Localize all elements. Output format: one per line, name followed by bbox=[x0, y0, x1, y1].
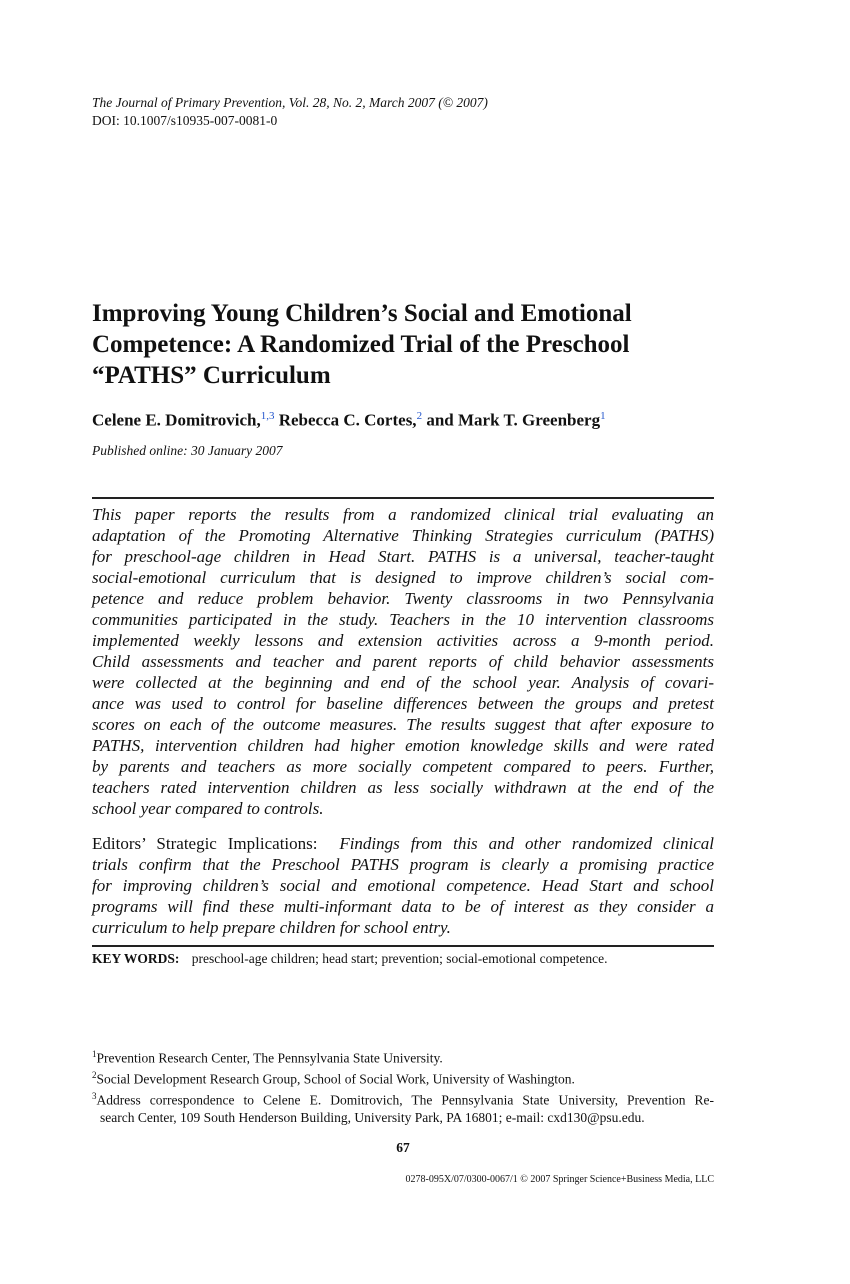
author-list bbox=[92, 410, 606, 431]
abstract-line: school year compared to controls. bbox=[92, 799, 324, 818]
footnote-text: Address correspondence to Celene E. Domitrovich, The Pennsylvania State University, Prevention Re- bbox=[96, 1092, 714, 1108]
editors-text: Findings from this and other randomized clinical bbox=[339, 834, 714, 853]
footnote bbox=[92, 1046, 714, 1067]
footnote-email-line[interactable]: search Center, 109 South Henderson Building, University Park, PA 16801; e-mail: cxd130@psu.edu. bbox=[100, 1110, 645, 1125]
editors-line: trials confirm that the Preschool PATHS program is clearly a promising practice bbox=[92, 855, 714, 874]
footnote-text: Social Development Research Group, School of Social Work, University of Washington. bbox=[96, 1071, 575, 1087]
author-affiliation-mark[interactable]: 1 bbox=[600, 410, 606, 422]
title-line: Improving Young Children’s Social and Emotional bbox=[92, 300, 632, 327]
footnotes bbox=[92, 1046, 714, 1127]
abstract-bottom-rule bbox=[92, 945, 714, 947]
footnote bbox=[92, 1067, 714, 1088]
footnote-number: 1 bbox=[92, 1049, 97, 1059]
abstract-line: ance was used to control for baseline differences between the groups and pretest bbox=[92, 694, 714, 713]
abstract bbox=[92, 504, 714, 819]
author-name: and Mark T. Greenberg bbox=[426, 410, 601, 430]
footnote bbox=[92, 1088, 714, 1109]
abstract-line: Child assessments and teacher and parent reports of child behavior assessments bbox=[92, 652, 714, 671]
author-name: Celene E. Domitrovich, bbox=[92, 410, 261, 430]
footnote-continuation bbox=[92, 1109, 714, 1127]
abstract-line: communities participated in the study. Teachers in the 10 intervention classrooms bbox=[92, 610, 714, 629]
abstract-line: petence and reduce problem behavior. Twenty classrooms in two Pennsylvania bbox=[92, 589, 714, 608]
abstract-line: scores on each of the outcome measures. The results suggest that after exposure to bbox=[92, 715, 714, 734]
author-affiliation-mark[interactable]: 1,3 bbox=[260, 410, 275, 422]
abstract-line: teachers rated intervention children as less socially withdrawn at the end of the bbox=[92, 778, 714, 797]
footnote-number: 2 bbox=[92, 1070, 97, 1080]
editors-line: for improving children’s social and emotional competence. Head Start and school bbox=[92, 876, 714, 895]
editors-line bbox=[92, 833, 714, 854]
author-affiliation-mark[interactable]: 2 bbox=[416, 410, 423, 422]
abstract-line: PATHS, intervention children had higher emotion knowledge skills and were rated bbox=[92, 736, 714, 755]
journal-citation: The Journal of Primary Prevention, Vol. 28, No. 2, March 2007 (© 2007) bbox=[92, 95, 488, 110]
title-line: Competence: A Randomized Trial of the Preschool bbox=[92, 331, 630, 358]
abstract-line: adaptation of the Promoting Alternative Thinking Strategies curriculum (PATHS) bbox=[92, 526, 714, 545]
page-number: 67 bbox=[396, 1140, 410, 1155]
editors-label: Editors’ Strategic Implications: bbox=[92, 834, 318, 853]
abstract-line: for preschool-age children in Head Start. PATHS is a universal, teacher-taught bbox=[92, 547, 714, 566]
editors-line: curriculum to help prepare children for school entry. bbox=[92, 918, 451, 937]
abstract-line: social-emotional curriculum that is designed to improve children’s social com- bbox=[92, 568, 714, 587]
editors-line: programs will find these multi-informant data to be of interest as they consider a bbox=[92, 897, 714, 916]
abstract-top-rule bbox=[92, 497, 714, 499]
abstract-line: by parents and teachers as more socially competent compared to peers. Further, bbox=[92, 757, 714, 776]
footnote-text: Prevention Research Center, The Pennsylvania State University. bbox=[96, 1050, 443, 1066]
editors-implications bbox=[92, 833, 714, 938]
abstract-line: were collected at the beginning and end of the school year. Analysis of covari- bbox=[92, 673, 714, 692]
journal-header bbox=[92, 94, 488, 130]
doi: DOI: 10.1007/s10935-007-0081-0 bbox=[92, 113, 278, 128]
keywords-text: preschool-age children; head start; prevention; social-emotional competence. bbox=[191, 951, 608, 966]
copyright-line: 0278-095X/07/0300-0067/1 © 2007 Springer Science+Business Media, LLC bbox=[405, 1174, 714, 1185]
paper-title bbox=[92, 298, 732, 391]
published-date: Published online: 30 January 2007 bbox=[92, 443, 283, 458]
author-name: Rebecca C. Cortes, bbox=[278, 410, 417, 430]
keywords bbox=[92, 951, 607, 967]
title-line: “PATHS” Curriculum bbox=[92, 362, 331, 389]
keywords-label: KEY WORDS: bbox=[92, 951, 180, 966]
abstract-line: implemented weekly lessons and extension activities across a 9-month period. bbox=[92, 631, 714, 650]
footnote-number: 3 bbox=[92, 1091, 97, 1101]
abstract-line: This paper reports the results from a randomized clinical trial evaluating an bbox=[92, 505, 714, 524]
